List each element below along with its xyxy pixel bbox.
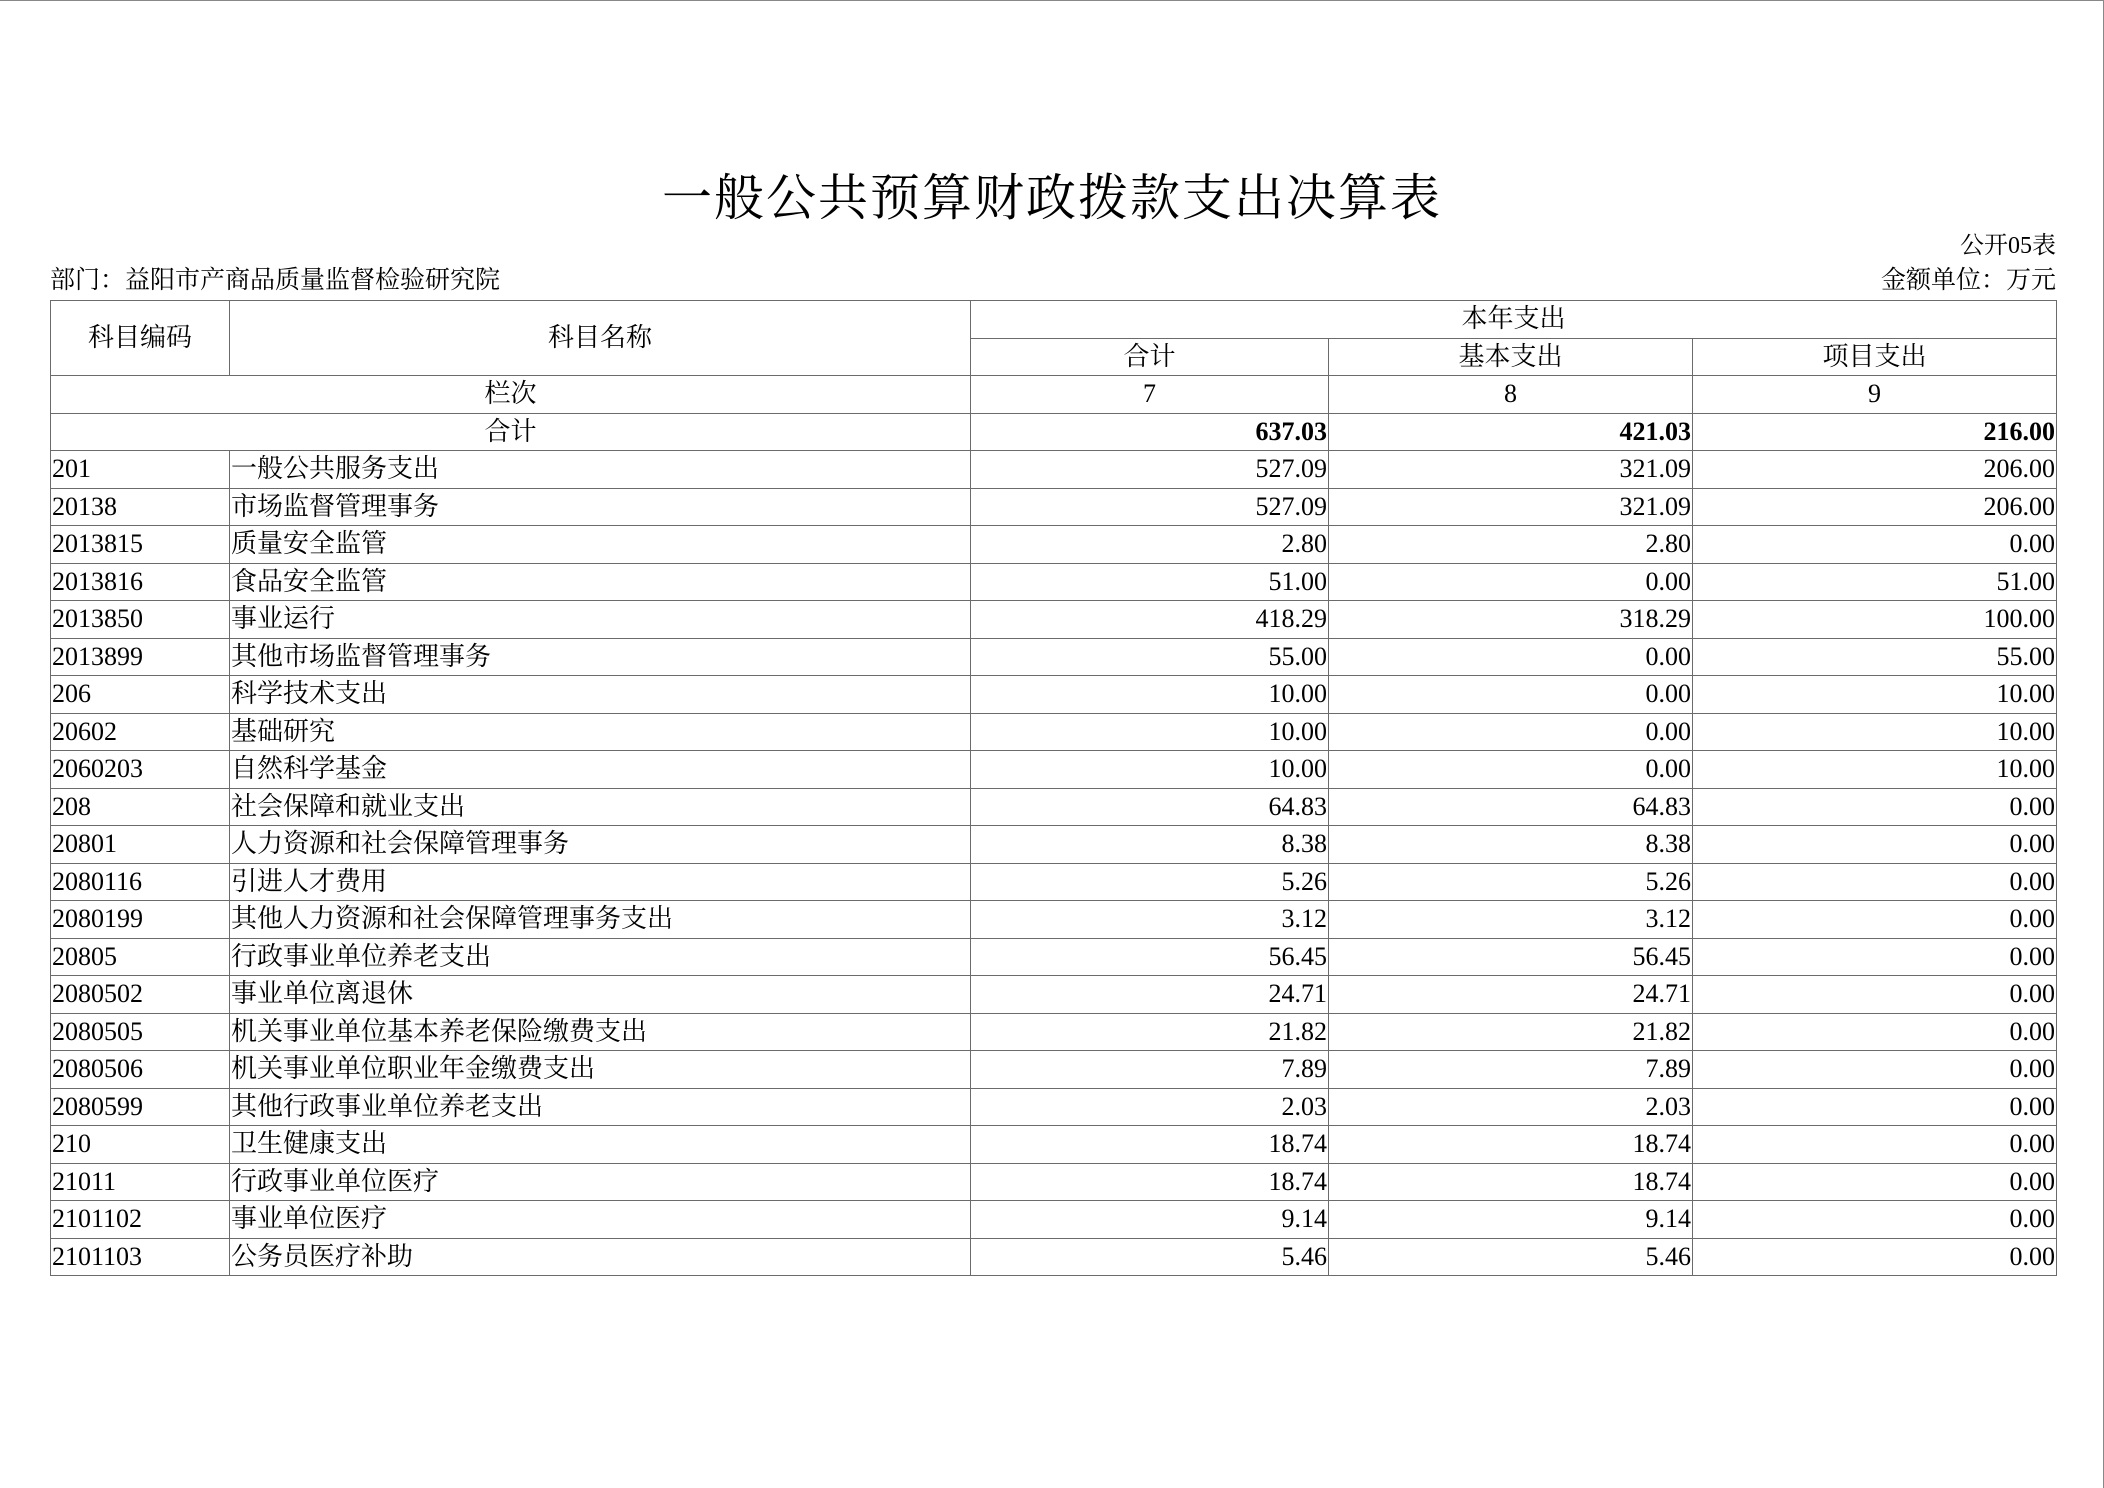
table-row [51,488,2057,526]
row-code: 2013850 [51,601,230,639]
row-name: 行政事业单位养老支出 [230,938,971,976]
row-basic: 2.80 [1329,526,1693,564]
table-row [51,638,2057,676]
row-code: 2080502 [51,976,230,1014]
row-project: 0.00 [1693,901,2057,939]
column-number-label: 栏次 [51,376,971,414]
row-code: 2080199 [51,901,230,939]
table-row [51,751,2057,789]
row-basic: 0.00 [1329,563,1693,601]
row-code: 20602 [51,713,230,751]
row-code: 21011 [51,1163,230,1201]
row-total: 10.00 [971,713,1329,751]
row-basic: 8.38 [1329,826,1693,864]
row-total: 8.38 [971,826,1329,864]
row-total: 2.80 [971,526,1329,564]
row-project: 10.00 [1693,676,2057,714]
row-name: 一般公共服务支出 [230,451,971,489]
amount-unit-label: 金额单位：万元 [1880,267,2056,294]
row-name: 科学技术支出 [230,676,971,714]
table-row [51,1163,2057,1201]
row-code: 20138 [51,488,230,526]
row-basic: 56.45 [1329,938,1693,976]
row-project: 0.00 [1693,788,2057,826]
row-basic: 2.03 [1329,1088,1693,1126]
row-basic: 18.74 [1329,1126,1693,1164]
header-name: 科目名称 [230,301,971,376]
row-total: 10.00 [971,676,1329,714]
expenditure-table [50,300,2057,1276]
row-project: 0.00 [1693,863,2057,901]
row-total: 9.14 [971,1201,1329,1239]
row-basic: 7.89 [1329,1051,1693,1089]
row-project: 51.00 [1693,563,2057,601]
row-total: 64.83 [971,788,1329,826]
table-row [51,1088,2057,1126]
header-project: 项目支出 [1693,338,2057,376]
row-project: 0.00 [1693,1201,2057,1239]
table-row [51,976,2057,1014]
row-code: 210 [51,1126,230,1164]
table-row [51,451,2057,489]
row-total: 5.46 [971,1238,1329,1276]
form-number: 公开05表 [1960,233,2056,259]
page-border-top [0,0,2104,1]
row-basic: 0.00 [1329,751,1693,789]
row-total: 56.45 [971,938,1329,976]
row-total: 21.82 [971,1013,1329,1051]
row-total: 18.74 [971,1163,1329,1201]
row-basic: 24.71 [1329,976,1693,1014]
header-basic: 基本支出 [1329,338,1693,376]
table-row [51,1201,2057,1239]
row-project: 0.00 [1693,1051,2057,1089]
row-code: 2080599 [51,1088,230,1126]
row-basic: 321.09 [1329,451,1693,489]
row-name: 基础研究 [230,713,971,751]
column-number-row [51,376,2057,414]
table-row [51,563,2057,601]
header-year-expense: 本年支出 [971,301,2057,339]
row-project: 0.00 [1693,1126,2057,1164]
header-code: 科目编码 [51,301,230,376]
row-project: 0.00 [1693,1163,2057,1201]
row-total: 5.26 [971,863,1329,901]
row-basic: 0.00 [1329,713,1693,751]
table-row [51,1013,2057,1051]
row-name: 其他市场监督管理事务 [230,638,971,676]
row-basic: 0.00 [1329,638,1693,676]
row-basic: 318.29 [1329,601,1693,639]
row-project: 206.00 [1693,451,2057,489]
row-name: 公务员医疗补助 [230,1238,971,1276]
table-row [51,788,2057,826]
row-total: 418.29 [971,601,1329,639]
column-number-project: 9 [1693,376,2057,414]
row-basic: 5.46 [1329,1238,1693,1276]
row-project: 0.00 [1693,826,2057,864]
table-row [51,526,2057,564]
table-row [51,676,2057,714]
row-name: 事业运行 [230,601,971,639]
row-code: 2013899 [51,638,230,676]
row-code: 2013816 [51,563,230,601]
row-name: 卫生健康支出 [230,1126,971,1164]
row-total: 527.09 [971,451,1329,489]
row-project: 0.00 [1693,938,2057,976]
row-basic: 3.12 [1329,901,1693,939]
row-name: 市场监督管理事务 [230,488,971,526]
row-project: 100.00 [1693,601,2057,639]
row-basic: 21.82 [1329,1013,1693,1051]
row-name: 事业单位离退休 [230,976,971,1014]
row-total: 55.00 [971,638,1329,676]
row-total: 3.12 [971,901,1329,939]
table-row [51,938,2057,976]
row-basic: 9.14 [1329,1201,1693,1239]
row-project: 10.00 [1693,751,2057,789]
row-total: 10.00 [971,751,1329,789]
row-basic: 321.09 [1329,488,1693,526]
page-title: 一般公共预算财政拨款支出决算表 [662,170,1442,226]
table-row [51,826,2057,864]
row-project: 0.00 [1693,1238,2057,1276]
row-name: 质量安全监管 [230,526,971,564]
row-code: 2013815 [51,526,230,564]
summary-project: 216.00 [1693,413,2057,451]
row-basic: 18.74 [1329,1163,1693,1201]
column-number-basic: 8 [1329,376,1693,414]
summary-label: 合计 [51,413,971,451]
table-row [51,901,2057,939]
header-total: 合计 [971,338,1329,376]
row-code: 2101102 [51,1201,230,1239]
row-total: 24.71 [971,976,1329,1014]
row-project: 55.00 [1693,638,2057,676]
row-name: 食品安全监管 [230,563,971,601]
row-name: 引进人才费用 [230,863,971,901]
row-project: 10.00 [1693,713,2057,751]
row-total: 51.00 [971,563,1329,601]
table-row [51,1238,2057,1276]
row-total: 18.74 [971,1126,1329,1164]
row-code: 206 [51,676,230,714]
table-row [51,863,2057,901]
column-number-total: 7 [971,376,1329,414]
row-name: 事业单位医疗 [230,1201,971,1239]
row-project: 0.00 [1693,1013,2057,1051]
row-code: 2101103 [51,1238,230,1276]
table-row [51,1051,2057,1089]
row-name: 社会保障和就业支出 [230,788,971,826]
row-code: 2080506 [51,1051,230,1089]
department-label: 部门：益阳市产商品质量监督检验研究院 [50,267,501,294]
row-total: 527.09 [971,488,1329,526]
row-project: 0.00 [1693,526,2057,564]
row-name: 机关事业单位基本养老保险缴费支出 [230,1013,971,1051]
row-name: 其他人力资源和社会保障管理事务支出 [230,901,971,939]
table-row [51,1126,2057,1164]
row-code: 201 [51,451,230,489]
row-code: 2060203 [51,751,230,789]
summary-row [51,413,2057,451]
row-total: 2.03 [971,1088,1329,1126]
row-project: 0.00 [1693,976,2057,1014]
row-name: 人力资源和社会保障管理事务 [230,826,971,864]
row-total: 7.89 [971,1051,1329,1089]
row-name: 自然科学基金 [230,751,971,789]
row-basic: 5.26 [1329,863,1693,901]
row-code: 2080116 [51,863,230,901]
row-name: 机关事业单位职业年金缴费支出 [230,1051,971,1089]
row-name: 其他行政事业单位养老支出 [230,1088,971,1126]
row-code: 20805 [51,938,230,976]
row-code: 208 [51,788,230,826]
row-basic: 64.83 [1329,788,1693,826]
table-row [51,713,2057,751]
row-project: 206.00 [1693,488,2057,526]
header-row-1 [51,301,2057,339]
table-row [51,601,2057,639]
row-code: 2080505 [51,1013,230,1051]
row-name: 行政事业单位医疗 [230,1163,971,1201]
row-project: 0.00 [1693,1088,2057,1126]
row-code: 20801 [51,826,230,864]
summary-basic: 421.03 [1329,413,1693,451]
summary-total: 637.03 [971,413,1329,451]
row-basic: 0.00 [1329,676,1693,714]
